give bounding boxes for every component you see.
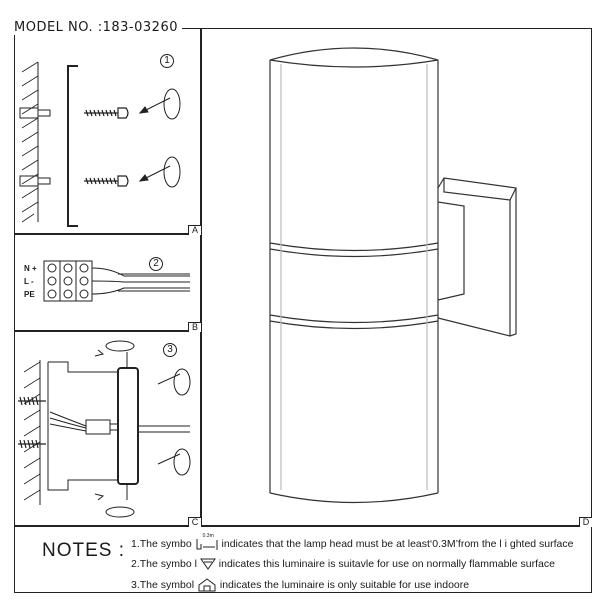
indoor-use-icon [197,578,217,592]
note-2 [131,558,555,570]
panel-tag-d: D [579,517,592,527]
wire-label-l: L - [24,277,34,286]
model-number: MODEL NO. :183-03260 [14,21,182,35]
note-1-text: indicates that the lamp head must be at least‘0.3M’from the l i ghted surface [221,537,574,550]
panel-tag-c: C [188,517,201,527]
notes-title: NOTES : [42,540,126,561]
step-number-1: 1 [160,54,174,68]
distance-symbol-text: 0.3m [202,533,214,539]
step-number-3: 3 [163,343,177,357]
note-2-prefix: 2.The symbo l [131,558,197,570]
distance-symbol-icon [195,533,219,551]
note-3-text: indicates the luminaire is only suitable for use indoore [219,578,470,591]
note-1 [131,533,574,551]
note-1-prefix: 1.The symbo [131,537,192,550]
flammable-surface-icon [200,558,216,570]
panel-tag-a: A [188,225,201,235]
wire-label-n: N + [24,264,37,273]
step-number-2: 2 [149,257,163,271]
panel-tag-b: B [188,322,201,332]
note-3 [131,578,469,592]
note-3-prefix: 3.The symbol [131,578,195,591]
wire-label-pe: PE [24,290,35,299]
note-2-text: indicates this luminaire is suitavle for use on normally flammable surface [218,558,555,570]
